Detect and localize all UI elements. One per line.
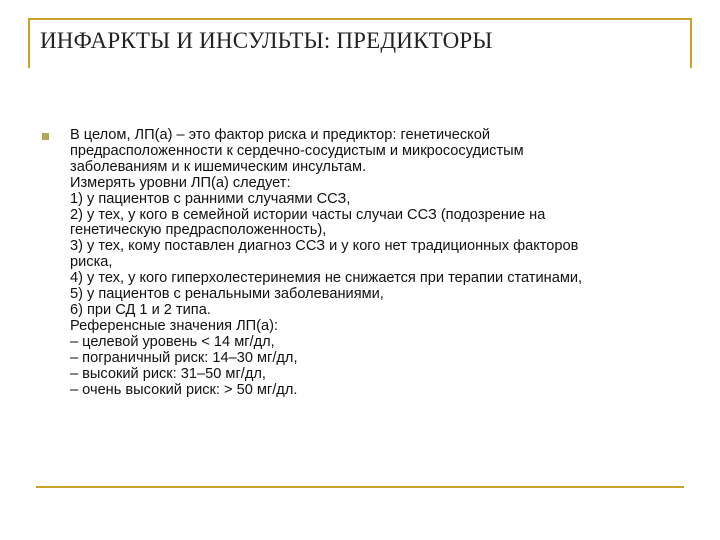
body-line: – высокий риск: 31–50 мг/дл,: [70, 365, 266, 382]
body-line: генетическую предрасположенность),: [70, 222, 327, 239]
slide-body: [70, 128, 685, 398]
frame-left-line: [28, 18, 30, 68]
slide-title: ИНФАРКТЫ И ИНСУЛЬТЫ: ПРЕДИКТОРЫ: [40, 28, 493, 53]
body-line: 5) у пациентов с ренальными заболеваниями,: [70, 286, 384, 303]
body-line: заболеваниям и к ишемическим инсультам.: [70, 158, 367, 175]
body-line: В целом, ЛП(а) – это фактор риска и предиктор: генетической: [70, 127, 490, 143]
body-line: 2) у тех, у кого в семейной истории часты случаи ССЗ (подозрение на: [70, 206, 546, 223]
body-line: 1) у пациентов с ранними случаями ССЗ,: [70, 190, 351, 207]
body-line: 4) у тех, у кого гиперхолестеринемия не снижается при терапии статинами,: [70, 270, 583, 287]
body-line: риска,: [70, 254, 113, 271]
body-line: предрасположенности к сердечно-сосудистым и микрососудистым: [70, 142, 524, 159]
body-line: 3) у тех, кому поставлен диагноз ССЗ и у кого нет традиционных факторов: [70, 238, 579, 255]
frame-top-line: [28, 18, 692, 20]
body-line: – очень высокий риск: > 50 мг/дл.: [70, 381, 298, 398]
body-line: Измерять уровни ЛП(а) следует:: [70, 174, 291, 191]
body-line: 6) при СД 1 и 2 типа.: [70, 301, 211, 318]
body-line: – целевой уровень < 14 мг/дл,: [70, 333, 275, 350]
frame-right-line: [690, 18, 692, 68]
body-line: – пограничный риск: 14–30 мг/дл,: [70, 349, 298, 366]
bullet-square-icon: [42, 133, 49, 140]
body-line: Референсные значения ЛП(а):: [70, 317, 279, 334]
frame-bottom-line: [36, 486, 684, 488]
